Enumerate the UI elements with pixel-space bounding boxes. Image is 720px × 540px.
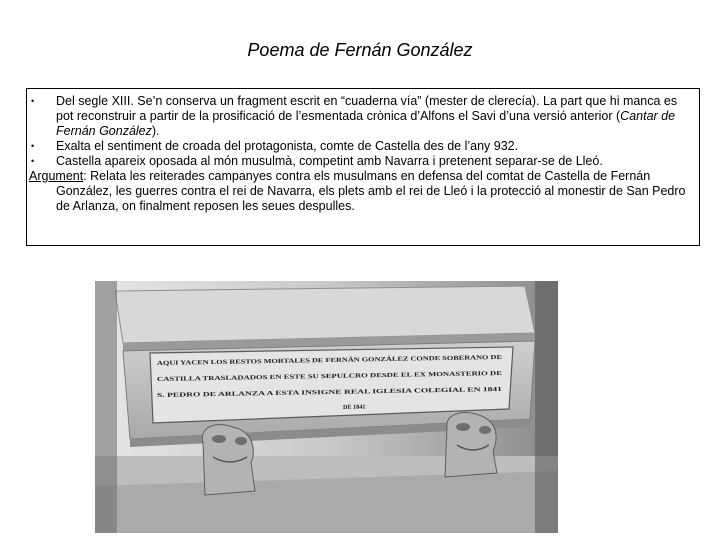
bullet-item-1: [29, 94, 691, 139]
slide-title: Poema de Fernán González: [247, 40, 473, 60]
tomb-lid: [115, 286, 535, 343]
bullet-icon: •: [31, 141, 35, 151]
bullet-icon: •: [31, 156, 35, 166]
argument-label: Argument: [29, 169, 84, 183]
bullet-1-text-after: ).: [151, 124, 160, 138]
argument-paragraph: [29, 169, 691, 214]
bullet-3-text: Castella apareix oposada al món musulmà, competint amb Navarra i pretenent separar-se de Lleó.: [56, 154, 603, 168]
sepulchre-photo: [95, 281, 558, 533]
inscription-line-4: DE 1841: [342, 403, 366, 411]
bullet-2-text: Exalta el sentiment de croada del protagonista, comte de Castella des de l’any 932.: [56, 139, 519, 153]
bullet-item-3: [29, 154, 691, 169]
inscription-line-3: S. PEDRO DE ARLANZA A ESTA INSIGNE REAL IGLESIA COLEGIAL EN 1841: [156, 388, 381, 399]
inscription-line-1: AQUI YACEN LOS RESTOS MORTALES DE FERNÁN GONZÁLEZ CONDE SOBERANO DE: [156, 355, 417, 367]
argument-text: : Relata les reiterades campanyes contra els musulmans en defensa del comtat de Castella de Fernán González, les guerres contra el rei de Navarra, els plets amb el rei de Lleó i la protecció al monestir de San Pedro de Arlanza, on finalment reposen les seues despulles.: [56, 169, 686, 213]
left-dark-column: [95, 281, 117, 533]
left-lion-support: [202, 425, 255, 495]
bullet-icon: •: [31, 96, 35, 106]
bullet-1-italic-title: Cantar de Fernán González: [56, 109, 676, 138]
bullet-1-text-before: Del segle XIII. Se’n conserva un fragment escrit en “cuaderna vía” (mester de clerecía). La part que hi manca es pot reconstruir a partir de la prosificació de l’esmentada crònica d’Alfons el Savi d’una versió anterior (: [56, 94, 678, 123]
right-dark-wall: [535, 281, 558, 533]
bullet-item-2: [29, 139, 691, 154]
right-lion-support: [445, 413, 497, 477]
text-box: [26, 88, 700, 246]
inscription-line-2: CASTILLA TRASLADADOS EN ESTE SU SEPULCRO DESDE EL EX MONASTERIO DE: [156, 371, 406, 383]
